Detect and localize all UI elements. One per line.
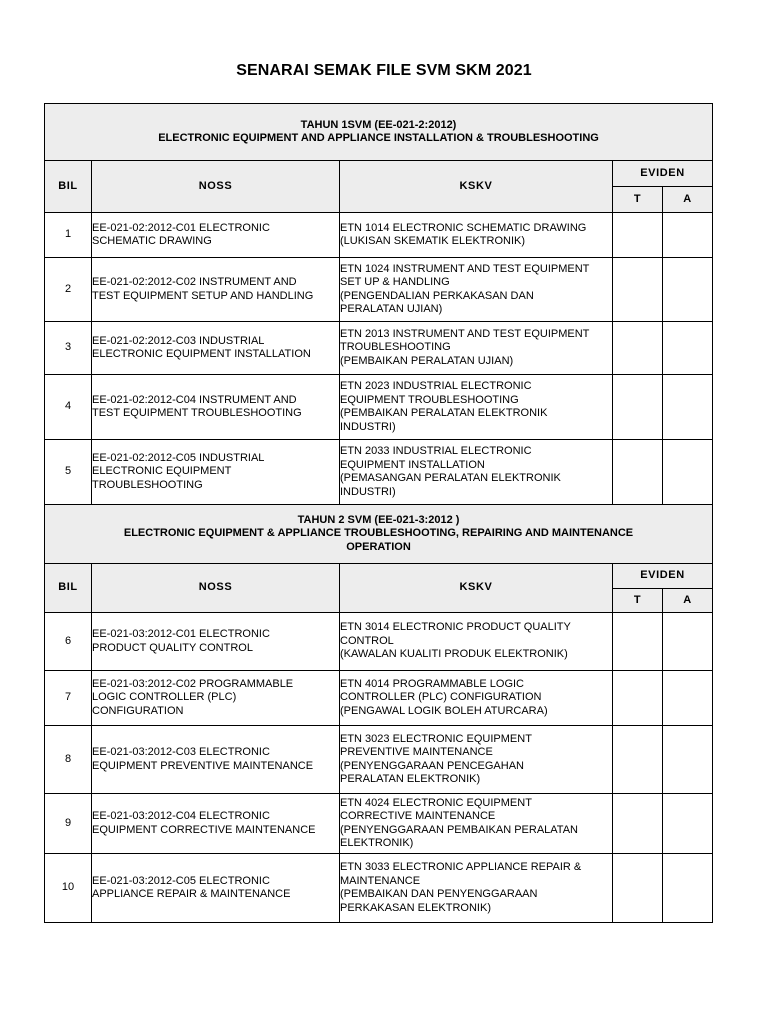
- row-kskv: ETN 2033 INDUSTRIAL ELECTRONIC EQUIPMENT INSTALLATION (PEMASANGAN PERALATAN ELEKTRONIK INDUSTRI): [340, 440, 613, 505]
- row-kskv: ETN 4014 PROGRAMMABLE LOGIC CONTROLLER (PLC) CONFIGURATION (PENGAWAL LOGIK BOLEH ATURCARA): [340, 671, 613, 726]
- evidence-a-cell[interactable]: [663, 613, 713, 671]
- evidence-a-cell[interactable]: [663, 322, 713, 375]
- row-kskv: ETN 4024 ELECTRONIC EQUIPMENT CORRECTIVE MAINTENANCE (PENYENGGARAAN PEMBAIKAN PERALATAN ELEKTRONIK): [340, 794, 613, 854]
- evidence-a-cell[interactable]: [663, 375, 713, 440]
- evidence-t-cell[interactable]: [613, 258, 663, 322]
- row-bil: 8: [45, 726, 92, 794]
- header-kskv: KSKV: [340, 161, 613, 213]
- row-bil: 10: [45, 854, 92, 923]
- row-kskv: ETN 3023 ELECTRONIC EQUIPMENT PREVENTIVE MAINTENANCE (PENYENGGARAAN PENCEGAHAN PERALATAN ELEKTRONIK): [340, 726, 613, 794]
- table-row: [45, 726, 713, 794]
- evidence-a-cell[interactable]: [663, 854, 713, 923]
- row-noss: EE-021-02:2012-C02 INSTRUMENT AND TEST EQUIPMENT SETUP AND HANDLING: [92, 258, 340, 322]
- evidence-a-cell[interactable]: [663, 213, 713, 258]
- row-noss: EE-021-03:2012-C03 ELECTRONIC EQUIPMENT PREVENTIVE MAINTENANCE: [92, 726, 340, 794]
- row-bil: 2: [45, 258, 92, 322]
- table-row: [45, 613, 713, 671]
- row-bil: 6: [45, 613, 92, 671]
- table-row: [45, 854, 713, 923]
- table-row: [45, 375, 713, 440]
- checklist-table: [44, 103, 713, 923]
- header-row: [45, 564, 713, 589]
- header-bil: BIL: [45, 564, 92, 613]
- row-noss: EE-021-02:2012-C05 INDUSTRIAL ELECTRONIC EQUIPMENT TROUBLESHOOTING: [92, 440, 340, 505]
- row-noss: EE-021-03:2012-C05 ELECTRONIC APPLIANCE REPAIR & MAINTENANCE: [92, 854, 340, 923]
- table-row: [45, 213, 713, 258]
- header-bil: BIL: [45, 161, 92, 213]
- row-bil: 1: [45, 213, 92, 258]
- evidence-t-cell[interactable]: [613, 440, 663, 505]
- section-heading-row: [45, 104, 713, 161]
- evidence-t-cell[interactable]: [613, 671, 663, 726]
- evidence-t-cell[interactable]: [613, 854, 663, 923]
- row-bil: 4: [45, 375, 92, 440]
- row-kskv: ETN 1024 INSTRUMENT AND TEST EQUIPMENT SET UP & HANDLING (PENGENDALIAN PERKAKASAN DAN PERALATAN UJIAN): [340, 258, 613, 322]
- evidence-a-cell[interactable]: [663, 794, 713, 854]
- row-noss: EE-021-02:2012-C01 ELECTRONIC SCHEMATIC DRAWING: [92, 213, 340, 258]
- row-kskv: ETN 1014 ELECTRONIC SCHEMATIC DRAWING (LUKISAN SKEMATIK ELEKTRONIK): [340, 213, 613, 258]
- section-heading: TAHUN 1SVM (EE-021-2:2012) ELECTRONIC EQUIPMENT AND APPLIANCE INSTALLATION & TROUBLESHOOTING: [45, 104, 713, 161]
- document-title: SENARAI SEMAK FILE SVM SKM 2021: [236, 62, 532, 79]
- row-bil: 7: [45, 671, 92, 726]
- table-row: [45, 322, 713, 375]
- table-row: [45, 794, 713, 854]
- row-kskv: ETN 2013 INSTRUMENT AND TEST EQUIPMENT TROUBLESHOOTING (PEMBAIKAN PERALATAN UJIAN): [340, 322, 613, 375]
- header-noss: NOSS: [92, 161, 340, 213]
- table-row: [45, 440, 713, 505]
- section-heading: TAHUN 2 SVM (EE-021-3:2012 ) ELECTRONIC EQUIPMENT & APPLIANCE TROUBLESHOOTING, REPAIRING AND MAINTENANCE OPERATION: [45, 505, 713, 564]
- header-row: [45, 161, 713, 187]
- row-bil: 5: [45, 440, 92, 505]
- table-row: [45, 671, 713, 726]
- table-row: [45, 258, 713, 322]
- evidence-a-cell[interactable]: [663, 671, 713, 726]
- evidence-a-cell[interactable]: [663, 258, 713, 322]
- row-noss: EE-021-02:2012-C04 INSTRUMENT AND TEST EQUIPMENT TROUBLESHOOTING: [92, 375, 340, 440]
- header-t: T: [613, 589, 663, 613]
- row-kskv: ETN 2023 INDUSTRIAL ELECTRONIC EQUIPMENT TROUBLESHOOTING (PEMBAIKAN PERALATAN ELEKTRONIK INDUSTRI): [340, 375, 613, 440]
- row-kskv: ETN 3033 ELECTRONIC APPLIANCE REPAIR & MAINTENANCE (PEMBAIKAN DAN PENYENGGARAAN PERKAKASAN ELEKTRONIK): [340, 854, 613, 923]
- evidence-t-cell[interactable]: [613, 794, 663, 854]
- row-noss: EE-021-03:2012-C01 ELECTRONIC PRODUCT QUALITY CONTROL: [92, 613, 340, 671]
- evidence-a-cell[interactable]: [663, 726, 713, 794]
- evidence-t-cell[interactable]: [613, 322, 663, 375]
- header-noss: NOSS: [92, 564, 340, 613]
- evidence-t-cell[interactable]: [613, 726, 663, 794]
- evidence-t-cell[interactable]: [613, 213, 663, 258]
- evidence-a-cell[interactable]: [663, 440, 713, 505]
- evidence-t-cell[interactable]: [613, 375, 663, 440]
- row-bil: 3: [45, 322, 92, 375]
- header-t: T: [613, 187, 663, 213]
- header-a: A: [663, 589, 713, 613]
- row-noss: EE-021-03:2012-C02 PROGRAMMABLE LOGIC CONTROLLER (PLC) CONFIGURATION: [92, 671, 340, 726]
- row-kskv: ETN 3014 ELECTRONIC PRODUCT QUALITY CONTROL (KAWALAN KUALITI PRODUK ELEKTRONIK): [340, 613, 613, 671]
- row-bil: 9: [45, 794, 92, 854]
- section-heading-row: [45, 505, 713, 564]
- header-kskv: KSKV: [340, 564, 613, 613]
- header-eviden: EVIDEN: [613, 564, 713, 589]
- evidence-t-cell[interactable]: [613, 613, 663, 671]
- header-eviden: EVIDEN: [613, 161, 713, 187]
- header-a: A: [663, 187, 713, 213]
- row-noss: EE-021-02:2012-C03 INDUSTRIAL ELECTRONIC EQUIPMENT INSTALLATION: [92, 322, 340, 375]
- row-noss: EE-021-03:2012-C04 ELECTRONIC EQUIPMENT CORRECTIVE MAINTENANCE: [92, 794, 340, 854]
